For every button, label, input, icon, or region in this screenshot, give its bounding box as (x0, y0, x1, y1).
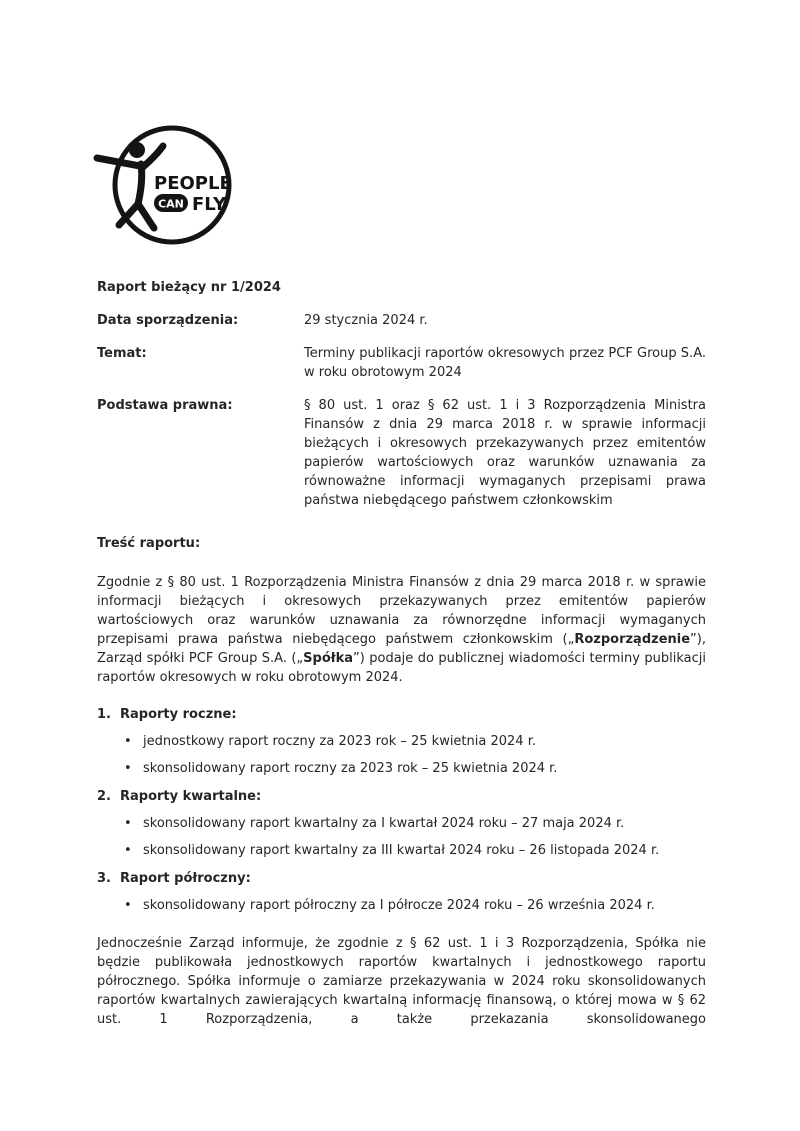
date-label: Data sporządzenia: (97, 313, 239, 328)
list-item: • skonsolidowany raport roczny za 2023 rok – 25 kwietnia 2024 r. (97, 759, 706, 778)
subject-label: Temat: (97, 346, 147, 361)
intro-bold-regulation: Rozporządzenie (574, 632, 691, 647)
section-heading (97, 869, 706, 888)
logo-word-people: PEOPLE (154, 173, 232, 194)
list-item: • skonsolidowany raport półroczny za I półrocze 2024 roku – 26 września 2024 r. (97, 896, 706, 915)
closing-paragraph: Jednocześnie Zarząd informuje, że zgodnie z § 62 ust. 1 i 3 Rozporządzenia, Spółka nie będzie publikowała jednostkowych raportów kwartalnych i jednostkowego raportu półrocznego. Spółka informuje o zamiarze przekazywania w 2024 roku skonsolidowanych raportów kwartalnych zawierających kwartalną informację finansową, o której mowa w § 62 ust. 1 Rozporządzenia, a także przekazania skonsolidowanego (97, 936, 706, 1027)
section-item-list (97, 814, 706, 860)
list-item: • skonsolidowany raport kwartalny za III kwartał 2024 roku – 26 listopada 2024 r. (97, 841, 706, 860)
meta-row-legal-basis (97, 396, 706, 510)
subject-value: Terminy publikacji raportów okresowych przez PCF Group S.A. w roku obrotowym 2024 (304, 346, 706, 380)
section-title: Raporty roczne: (120, 707, 237, 722)
intro-bold-company: Spółka (303, 651, 354, 666)
section-heading (97, 705, 706, 724)
section-annual-reports (97, 705, 706, 778)
section-heading (97, 787, 706, 806)
section-title: Raport półroczny: (120, 871, 251, 886)
section-semiannual-report (97, 869, 706, 915)
intro-paragraph (97, 573, 706, 687)
logo-word-can: CAN (158, 197, 184, 211)
intro-text-3: ”) podaje do publicznej wiadomości terminy publikacji raportów okresowych w roku obrotowym 2024. (97, 651, 706, 685)
section-quarterly-reports (97, 787, 706, 860)
section-item-list (97, 896, 706, 915)
legal-basis-label: Podstawa prawna: (97, 398, 233, 413)
legal-basis-value: § 80 ust. 1 oraz § 62 ust. 1 i 3 Rozporządzenia Ministra Finansów z dnia 29 marca 2018 r. w sprawie informacji bieżących i okresowych przekazywanych przez emitentów papierów wartościowych oraz warunków uznawania za równoważne informacji wymaganych przepisami prawa państwa niebędącego państwem członkowskim (304, 398, 706, 508)
intro-text-1: Zgodnie z § 80 ust. 1 Rozporządzenia Ministra Finansów z dnia 29 marca 2018 r. w sprawie informacji bieżących i okresowych przekazywanych przez emitentów papierów wartościowych oraz warunków uznawania za równorzędne informacji wymaganych przepisami prawa państwa niebędącego państwem członkowskim („ (97, 575, 706, 647)
people-can-fly-logo-icon (91, 122, 241, 248)
meta-row-subject (97, 344, 706, 382)
meta-row-date (97, 311, 706, 330)
report-body-label: Treść raportu: (97, 536, 201, 551)
report-title: Raport bieżący nr 1/2024 (97, 280, 281, 295)
section-number: 2. (97, 789, 111, 804)
section-number: 1. (97, 707, 111, 722)
pcf-logo (91, 122, 706, 248)
report-meta (97, 311, 706, 510)
list-item: • skonsolidowany raport kwartalny za I kwartał 2024 roku – 27 maja 2024 r. (97, 814, 706, 833)
section-number: 3. (97, 871, 111, 886)
date-value: 29 stycznia 2024 r. (304, 313, 428, 328)
intro-text-2: ”), Zarząd spółki PCF Group S.A. („ (97, 632, 706, 666)
section-title: Raporty kwartalne: (120, 789, 262, 804)
list-item: • jednostkowy raport roczny za 2023 rok – 25 kwietnia 2024 r. (97, 732, 706, 751)
section-item-list (97, 732, 706, 778)
logo-word-fly: FLY (192, 194, 226, 215)
figure-head (129, 142, 145, 158)
